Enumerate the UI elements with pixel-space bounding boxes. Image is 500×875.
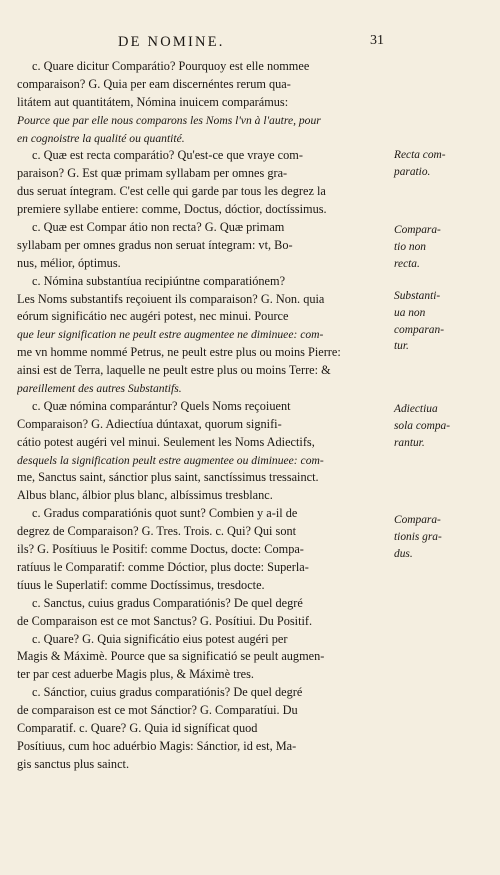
margin-note-line: tio non [394, 240, 426, 253]
text-line: c. Nómina substantíua recipiúntne comparatiónem? [32, 273, 286, 288]
text-line: syllabam per omnes gradus non seruat íntegram: vt, Bo- [17, 237, 293, 252]
text-line: Posítiuus, cum hoc aduérbio Magis: Sánctior, id est, Ma- [17, 738, 297, 753]
text-line: degrez de Comparaison? G. Tres. Trois. c. Qui? Qui sont [17, 524, 297, 539]
text-line: tíuus le Superlatif: comme Doctíssimus, tresdocte. [17, 577, 265, 592]
text-line: Magis & Máximè. Pource que sa significatió se peult augmen- [17, 649, 325, 664]
margin-note-line: tur. [394, 340, 409, 353]
margin-note-line: rantur. [394, 436, 425, 449]
margin-note-line: dus. [394, 547, 413, 560]
margin-note-line: ua non [394, 306, 426, 319]
text-line: c. Quæ est Compar átio non recta? G. Quæ primam [32, 220, 285, 235]
text-line: nus, mélior, óptimus. [17, 255, 121, 270]
page-number: 31 [370, 33, 384, 48]
text-line: c. Sanctus, cuius gradus Comparatiónis? De quel degré [32, 595, 303, 610]
margin-note [394, 401, 498, 451]
text-line: c. Quæ est recta comparátio? Qu'est-ce que vraye com- [32, 148, 303, 163]
text-line: comparaison? G. Quia per eam discernéntes rerum qua- [17, 76, 291, 91]
text-line: dus seruat íntegram. C'est celle qui garde par tous les degrez la [17, 184, 326, 199]
margin-note [394, 512, 498, 562]
text-line: c. Quare? G. Quia significátio eius potest augéri per [32, 631, 288, 646]
margin-note-line: Compara- [394, 224, 441, 236]
text-line: paraison? G. Est quæ primam syllabam per omnes gra- [17, 166, 288, 181]
margin-note [394, 288, 498, 355]
text-line: premiere syllabe entiere: comme, Doctus, dóctior, doctíssimus. [17, 202, 327, 217]
text-line: cátio potest augéri vel minui. Seulement les Noms Adiectifs, [17, 434, 315, 449]
text-line: de comparaison est ce mot Sánctior? G. Comparatíui. Du [17, 703, 298, 718]
margin-note-line: comparan- [394, 323, 444, 336]
text-line: Pource que par elle nous comparons les Noms l'vn à l'autre, pour [17, 113, 321, 127]
text-line: c. Quæ nómina comparántur? Quels Noms reçoiuent [32, 398, 291, 413]
text-line: pareillement des autres Substantifs. [17, 382, 182, 396]
text-line: me vn homme nommé Petrus, ne peult estre plus ou moins Pierre: [17, 345, 341, 360]
margin-note [394, 222, 498, 272]
margin-note-line: Compara- [394, 514, 441, 526]
text-line: litátem aut quantitátem, Nómina inuicem comparámus: [17, 94, 289, 109]
margin-note-line: Adiectiua [394, 403, 438, 415]
text-line: de Comparaison est ce mot Sanctus? G. Posítiui. Du Positif. [17, 613, 313, 628]
text-line: c. Gradus comparatiónis quot sunt? Combien y a-il de [32, 506, 298, 521]
text-line: eórum significátio nec augéri potest, nec minui. Pource [17, 309, 289, 324]
text-line: ter par cest aduerbe Magis plus, & Máximè tres. [17, 667, 254, 682]
margin-note-line: recta. [394, 257, 420, 270]
text-line: c. Quare dicitur Comparátio? Pourquoy est elle nommee [32, 59, 310, 73]
margin-note-line: tionis gra- [394, 530, 442, 543]
text-line: ainsi est de Terra, laquelle ne peult estre plus ou moins Terre: & [17, 363, 331, 378]
text-line: Albus blanc, álbior plus blanc, albíssimus tresblanc. [17, 488, 273, 503]
margin-note-line: Substanti- [394, 290, 441, 302]
text-line: Comparaison? G. Adiectíua dúntaxat, quorum signifi- [17, 416, 282, 431]
text-line: ratíuus le Comparatif: comme Dóctior, plus docte: Superla- [17, 559, 309, 574]
text-line: en cognoistre la qualité ou quantité. [17, 131, 185, 145]
text-line: que leur signification ne peult estre augmentee ne diminuee: com- [17, 328, 324, 342]
main-text-column [17, 58, 389, 774]
text-line: Les Noms substantifs reçoiuent ils comparaison? G. Non. quia [17, 291, 325, 306]
text-line: Comparatif. c. Quare? G. Quia id signíficat quod [17, 720, 258, 735]
text-line: gis sanctus plus sainct. [17, 756, 130, 771]
text-line: ils? G. Posítiuus le Positif: comme Doctus, docte: Compa- [17, 542, 304, 557]
margin-note [394, 147, 498, 181]
text-line: me, Sanctus saint, sánctior plus saint, sanctíssimus tressainct. [17, 470, 319, 485]
margin-note-line: Recta com- [394, 149, 446, 161]
text-line: desquels la signification peult estre augmentee ou diminuee: com- [17, 453, 324, 467]
running-title: DE NOMINE. [118, 34, 225, 50]
text-line: c. Sánctior, cuius gradus comparatiónis? De quel degré [32, 685, 303, 700]
margin-note-line: paratio. [394, 165, 431, 178]
margin-note-line: sola compa- [394, 419, 450, 432]
